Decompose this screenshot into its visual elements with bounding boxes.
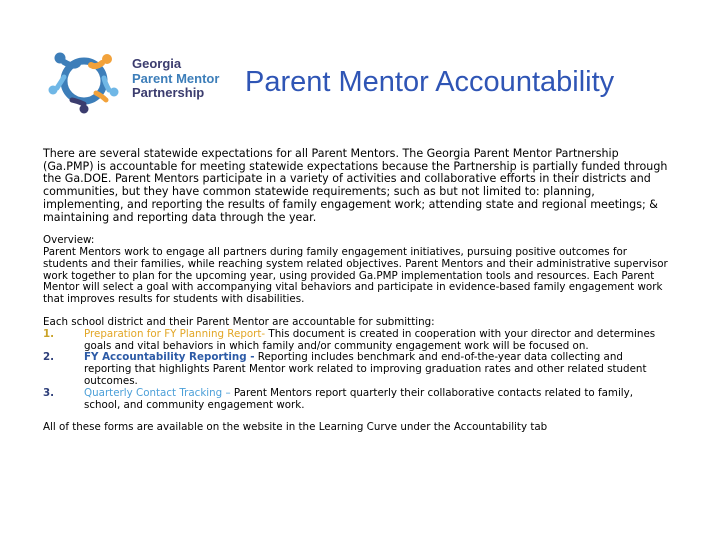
report-name: Preparation for FY Planning Report-: [84, 327, 266, 340]
people-circle-icon: [44, 48, 124, 114]
report-description: Parent Mentors report quarterly their collaborative contacts related to family, school, and community engagement work.: [84, 386, 634, 411]
report-description: Reporting includes benchmark and end-of-the-year data collecting and reporting that highlights Parent Mentor work related to improving graduation rates and other related student outcomes.: [84, 351, 647, 387]
report-list: [43, 329, 671, 412]
submitting-lead: Each school district and their Parent Mentor are accountable for submitting:: [43, 316, 435, 328]
list-item: [43, 329, 671, 353]
list-item-number: 2.: [43, 351, 55, 364]
logo-wordmark: [132, 57, 219, 101]
list-item-number: 3.: [43, 386, 55, 399]
intro-paragraph: There are several statewide expectations for all Parent Mentors. The Georgia Parent Mentor Partnership (Ga.PMP) is accountable for meeting statewide expectations because the Partnership is partially funded through the Ga.DOE. Parent Mentors participate in a variety of activities and collaborative efforts in their districts and communities, but they have common statewide requirements; such as but not limited to: planning, implementing, and reporting the results of family engagement work; attending state and regional meetings; & maintaining and reporting data through the year.: [43, 147, 668, 224]
list-item: [43, 388, 671, 412]
overview-text: Parent Mentors work to engage all partners during family engagement initiatives, pursuing positive outcomes for students and their families, while reaching system related objectives. Parent Mentors and their administrative supervisor work together to plan for the upcoming year, using provided Ga.PMP implementation tools and resources. Each Parent Mentor will select a goal with accompanying vital behaviors and participate in evidence-based family engagement work that improves results for students with disabilities.: [43, 246, 668, 306]
body-text: [43, 148, 671, 434]
report-description: This document is created in cooperation with your director and determines goals and vital behaviors in which family and/or community engagement work will be focused on.: [84, 327, 656, 352]
list-item-number: 1.: [43, 327, 55, 340]
georgia-parent-mentor-partnership-logo: [44, 48, 222, 114]
overview-heading: Overview:: [43, 234, 95, 247]
report-name: FY Accountability Reporting -: [84, 351, 255, 364]
report-name: Quarterly Contact Tracking –: [84, 386, 231, 399]
closing-note: All of these forms are available on the website in the Learning Curve under the Accountability tab: [43, 421, 548, 434]
logo-line-1: Georgia: [132, 56, 182, 71]
logo-line-3: Partnership: [132, 85, 205, 100]
overview-section: [43, 235, 671, 306]
logo-line-2: Parent Mentor: [132, 70, 220, 86]
list-item: [43, 352, 671, 387]
page-title: Parent Mentor Accountability: [245, 66, 615, 98]
